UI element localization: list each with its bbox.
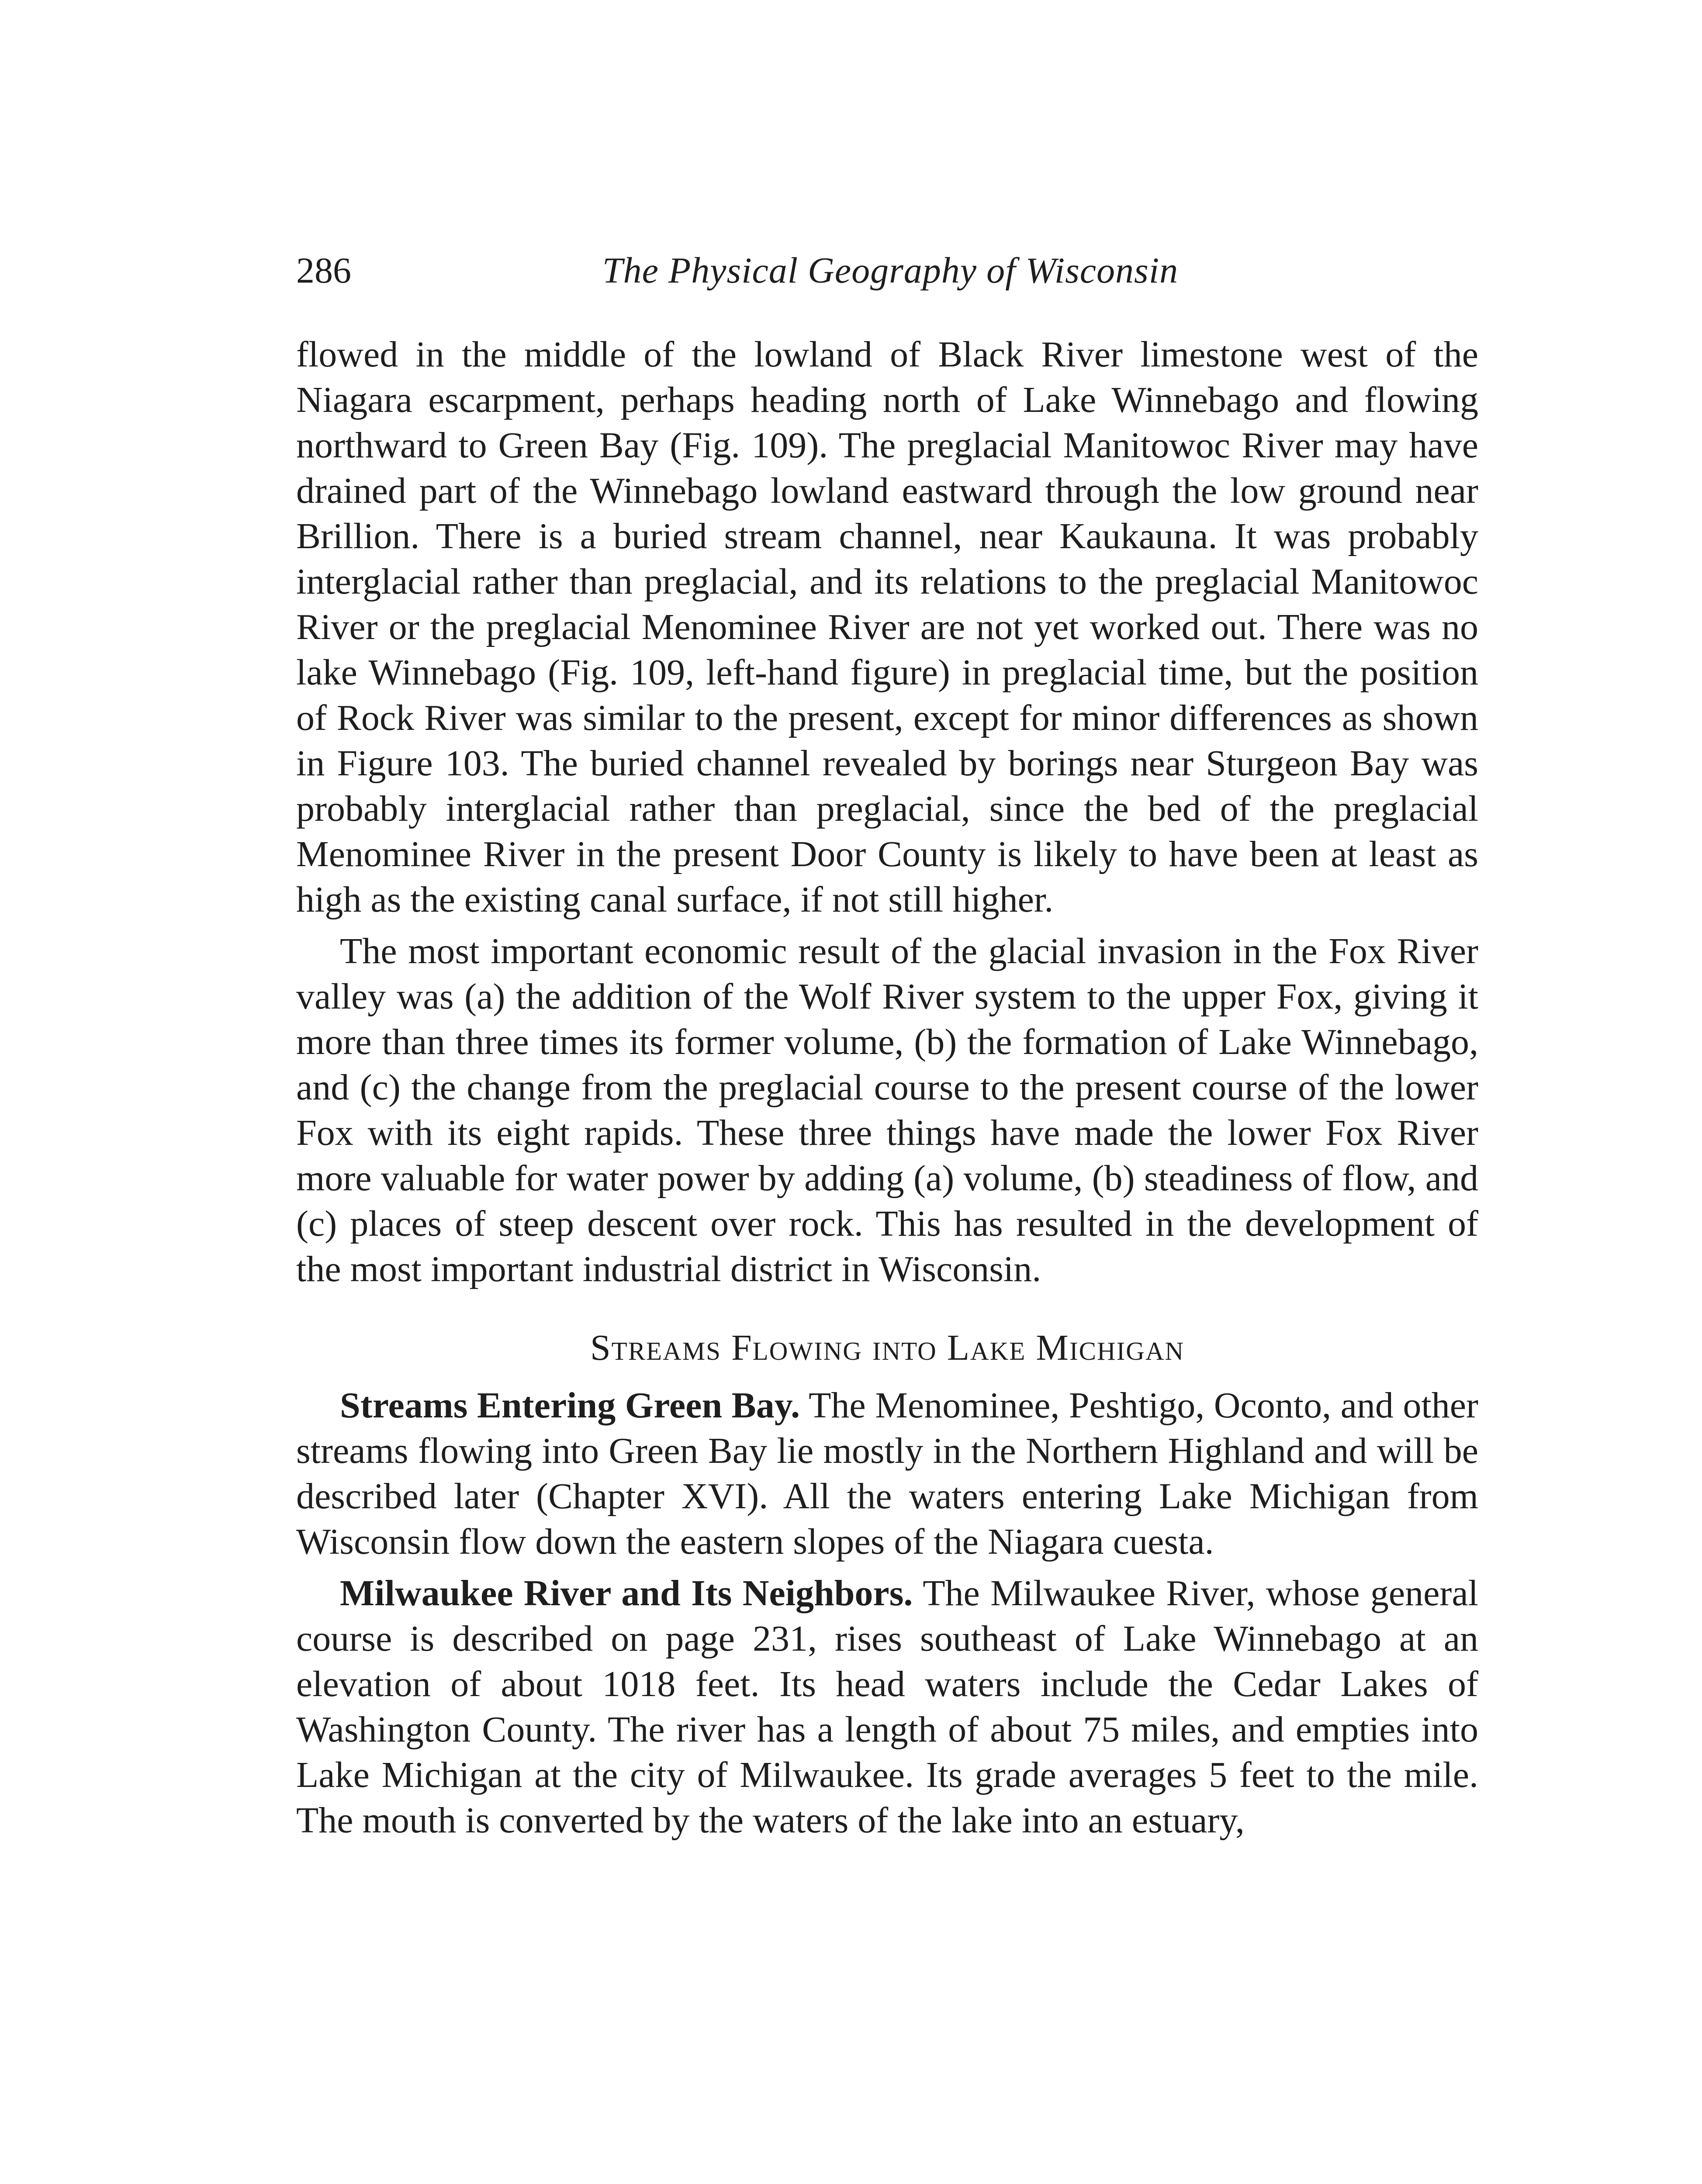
running-title: The Physical Geography of Wisconsin — [602, 250, 1179, 291]
subsection-heading: Streams Entering Green Bay. — [340, 1385, 800, 1426]
subsection-green-bay — [296, 1383, 1478, 1565]
section-heading: Streams Flowing into Lake Michigan — [590, 1327, 1185, 1368]
page-number: 286 — [296, 250, 351, 291]
running-head — [296, 245, 1484, 297]
body-text — [296, 332, 1478, 1843]
paragraph-continued: flowed in the middle of the lowland of Black River limestone west of the Niagara escarpment, perhaps heading north of Lake Winnebago and flowing northward to Green Bay (Fig. 109). The preglacial Manitowoc River may have drained part of the Winnebago lowland eastward through the low ground near Brillion. There is a buried stream channel, near Kaukauna. It was probably interglacial rather than preglacial, and its relations to the preglacial Manitowoc River or the preglacial Menominee River are not yet worked out. There was no lake Winnebago (Fig. 109, left-hand figure) in preglacial time, but the position of Rock River was similar to the present, except for minor differences as shown in Figure 103. The buried channel revealed by borings near Sturgeon Bay was probably interglacial rather than preglacial, since the bed of the preglacial Menominee River in the present Door County is likely to have been at least as high as the existing canal surface, if not still higher. — [296, 334, 1478, 920]
subsection-text: The Milwaukee River, whose general course is described on page 231, rises southeast of Lake Winnebago at an elevation of about 1018 feet. Its head waters include the Cedar Lakes of Washington County. The river has a length of about 75 miles, and empties into Lake Michigan at the city of Milwaukee. Its grade averages 5 feet to the mile. The mouth is converted by the waters of the lake into an estuary, — [296, 1573, 1478, 1841]
subsection-heading: Milwaukee River and Its Neighbors. — [340, 1573, 913, 1614]
subsection-milwaukee-river — [296, 1571, 1478, 1843]
subsection-text: The Menominee, Peshtigo, Oconto, and other streams flowing into Green Bay lie mostly in the Northern Highland and will be described later (Chapter XVI). All the waters entering Lake Michigan from Wisconsin flow down the eastern slopes of the Niagara cuesta. — [296, 1385, 1478, 1562]
paragraph-economic-result: The most important economic result of the glacial invasion in the Fox River valley was (a) the addition of the Wolf River system to the upper Fox, giving it more than three times its former volume, (b) the formation of Lake Winnebago, and (c) the change from the preglacial course to the present course of the lower Fox with its eight rapids. These three things have made the lower Fox River more valuable for water power by adding (a) volume, (b) steadiness of flow, and (c) places of steep descent over rock. This has resulted in the development of the most important industrial district in Wisconsin. — [296, 931, 1478, 1289]
